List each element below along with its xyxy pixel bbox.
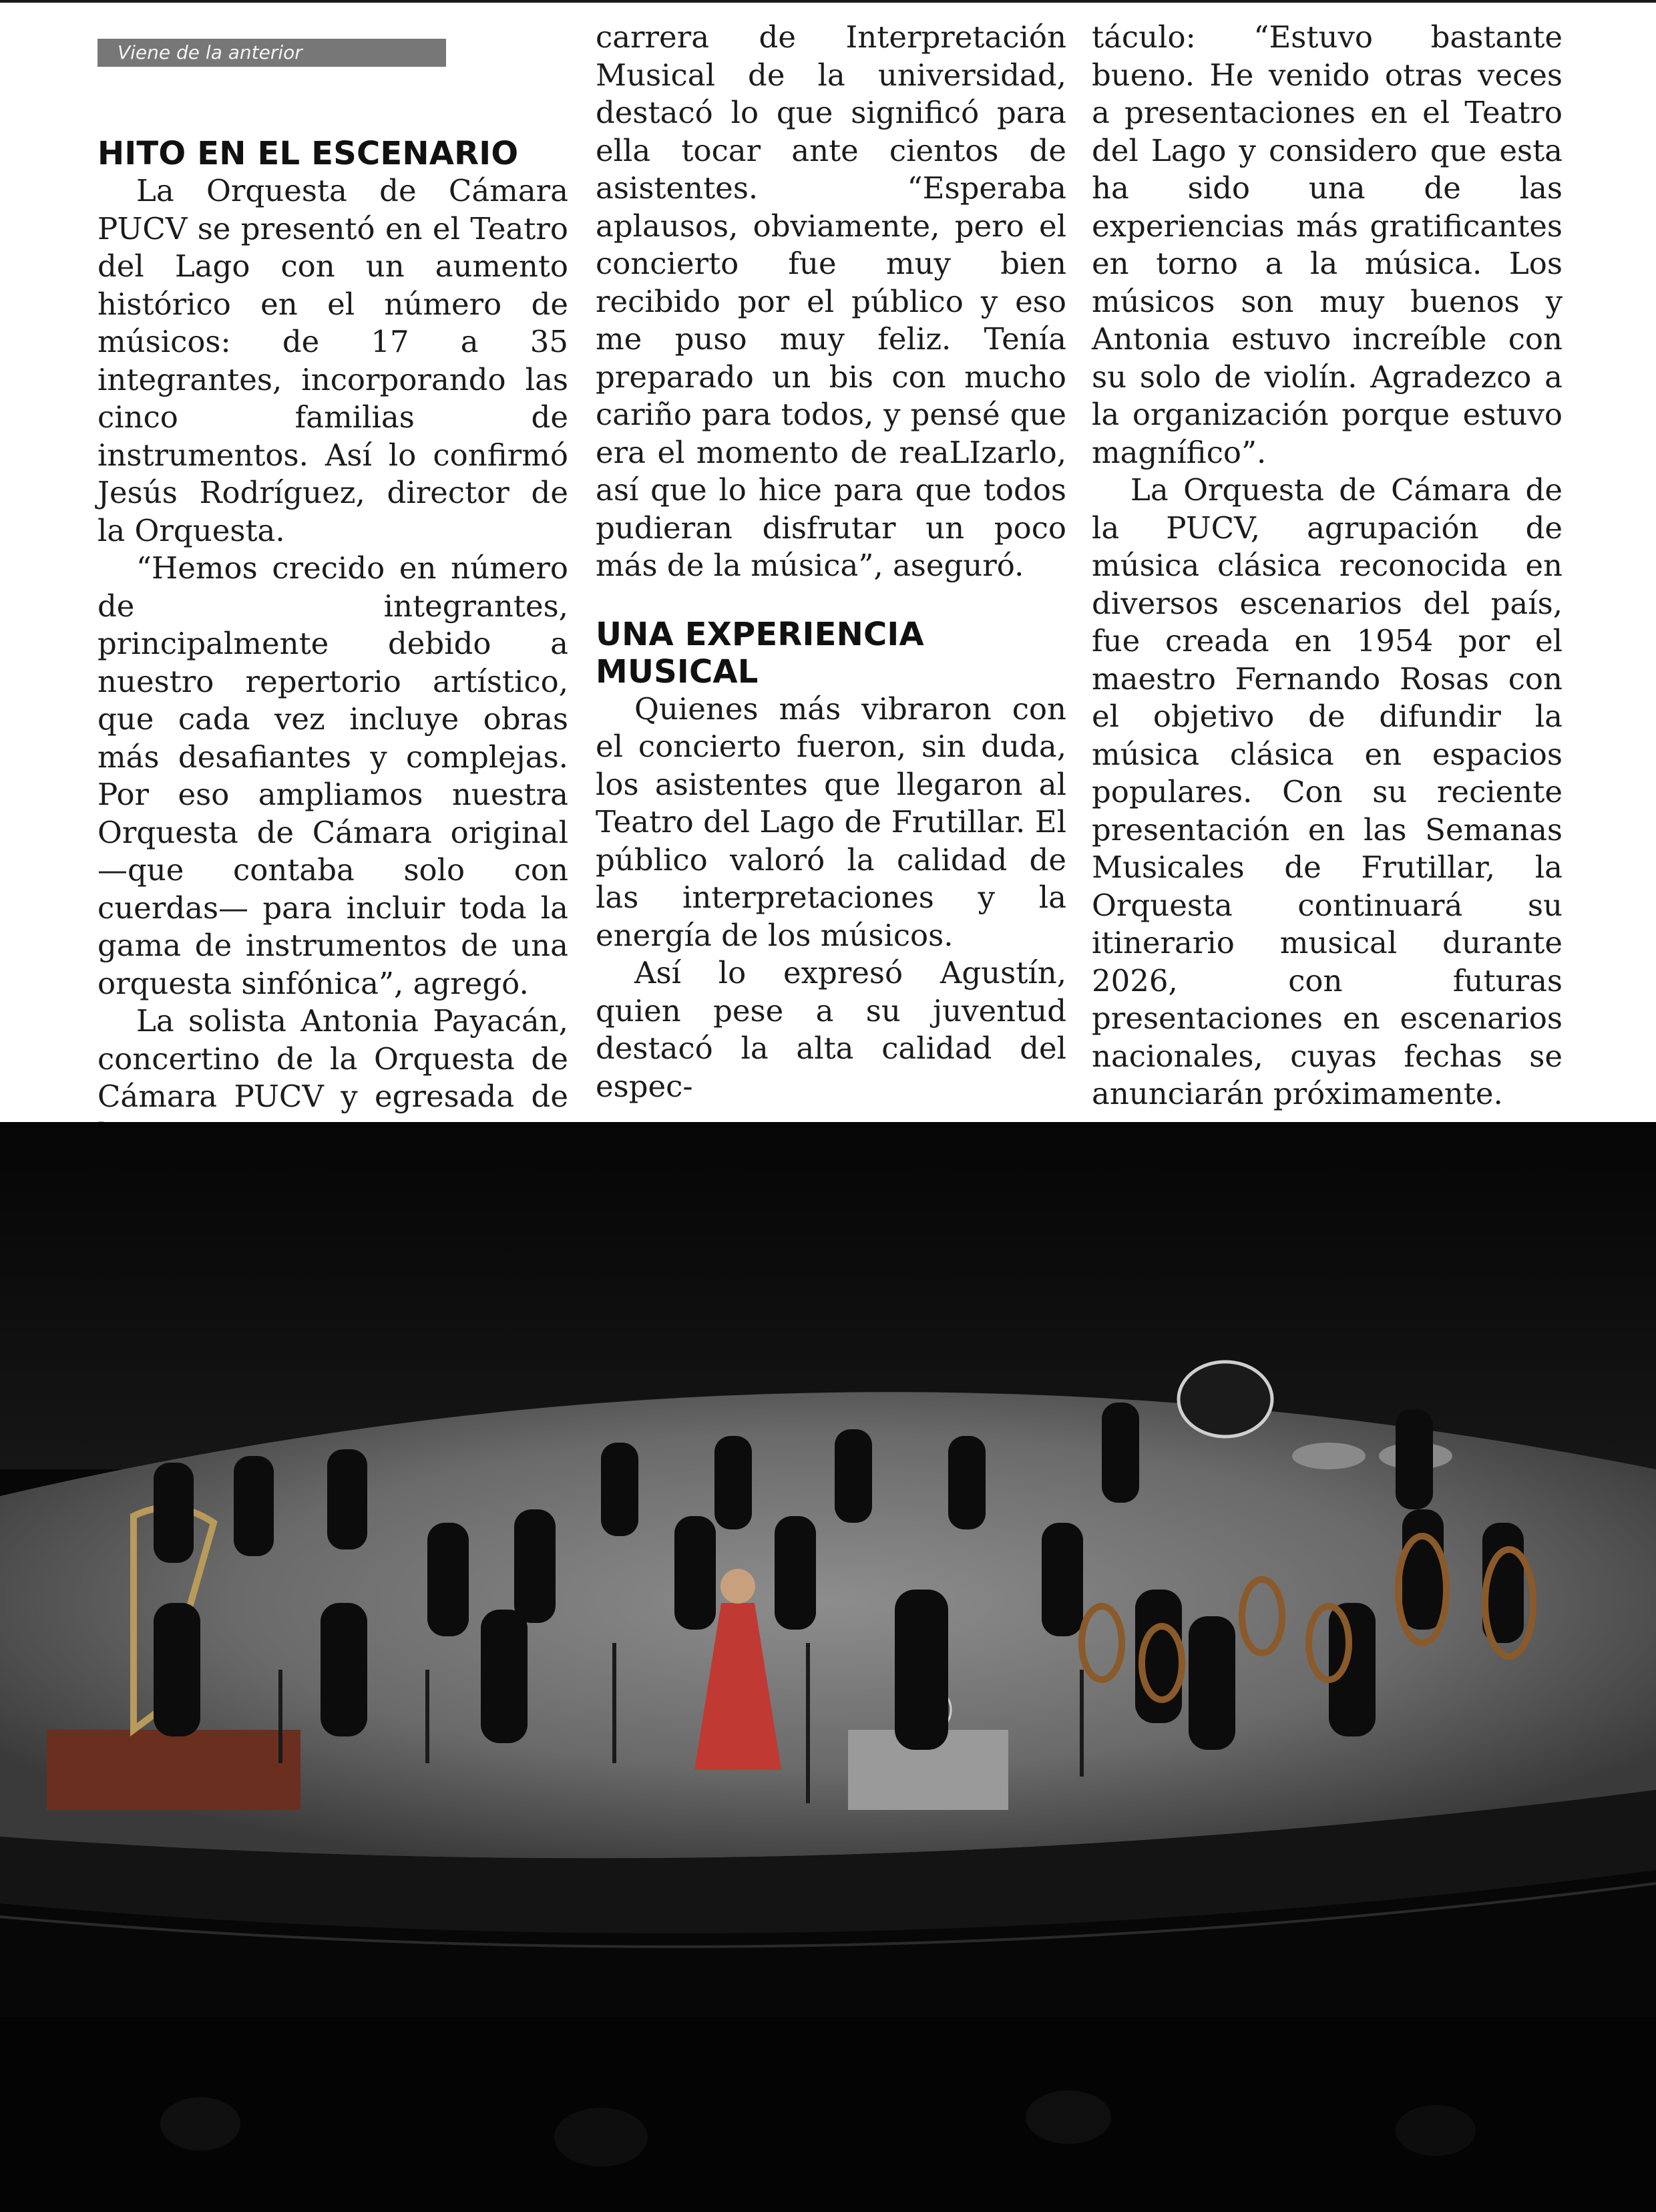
musician xyxy=(481,1610,528,1743)
article-column-3 xyxy=(1092,19,1563,1113)
musician xyxy=(674,1516,716,1630)
musician xyxy=(154,1463,194,1563)
paragraph: La solista Antonia Payacán, concertino de la Orquesta de Cámara PUCV y egresada de xyxy=(97,1003,568,1114)
musician xyxy=(835,1429,872,1523)
continued-from-previous-tag: Viene de la anterior xyxy=(97,39,446,67)
paragraph: “Hemos crecido en número de integrantes, principalmente debido a nuestro repertorio artístico, que cada vez incluye obras más desafiantes y complejas. Por eso ampliamos nuestra Orquesta de Cámara original —que contaba solo con cuerdas— para incluir toda la gama de instrumentos de una orquesta sinfónica”, agregó. xyxy=(97,550,568,1001)
audience-head xyxy=(1026,2090,1111,2144)
soloist-head xyxy=(720,1569,755,1604)
audience-head xyxy=(554,2108,648,2167)
paragraph: Así lo expresó Agustín, quien pese a su juventud destacó la alta calidad del espec- xyxy=(596,955,1066,1104)
paragraph-continued: táculo: “Estuvo bastante bueno. He venido otras veces a presentaciones en el Teatro del Lago y considero que esta ha sido una de las experiencias más gratificantes en torno a la música. Los músicos son muy buenos y Antonia estuvo increíble con su solo de violín. Agradezco a la organización porque estuvo magnífico”. xyxy=(1092,19,1563,470)
conductor xyxy=(895,1590,948,1750)
musician xyxy=(1402,1509,1444,1630)
musician xyxy=(1042,1523,1083,1636)
musician xyxy=(514,1509,556,1623)
audience-head xyxy=(1396,2105,1476,2156)
musician xyxy=(234,1456,274,1556)
musician xyxy=(154,1603,200,1736)
harp-platform xyxy=(47,1730,300,1810)
musician xyxy=(601,1443,638,1536)
musician xyxy=(1189,1616,1235,1750)
section-heading-experiencia: UNA EXPERIENCIA MUSICAL xyxy=(596,615,924,691)
paragraph-continued: carrera de Interpretación Musical de la universidad, destacó lo que significó para ella tocar ante cientos de asistentes. “Esperaba aplausos, obviamente, pero el concierto fue muy bien recibido por el público y eso me puso muy feliz. Tenía preparado un bis con mucho cariño para todos, y pensé que era el momento de reaLIzarlo, así que lo hice para que todos pudieran disfrutar un poco más de la música”, aseguró. xyxy=(596,19,1066,583)
bass-drum xyxy=(1179,1362,1272,1437)
timpani xyxy=(1292,1443,1366,1469)
audience-head xyxy=(160,2097,240,2151)
article-column-2 xyxy=(596,19,1066,1105)
musician xyxy=(321,1603,367,1736)
musician xyxy=(948,1436,986,1529)
paragraph: La Orquesta de Cámara de la PUCV, agrupación de música clásica reconocida en diversos escenarios del país, fue creada en 1954 por el maestro Fernando Rosas con el objetivo de difundir la música clásica en espacios populares. Con su reciente presentación en las Semanas Musicales de Frutillar, la Orquesta continuará su itinerario musical durante 2026, con futuras presentaciones en escenarios nacionales, cuyas fechas se anunciarán próximamente. xyxy=(1092,472,1563,1111)
musician xyxy=(1329,1603,1376,1736)
section-heading-hito: HITO EN EL ESCENARIO xyxy=(97,135,519,172)
musician xyxy=(1102,1403,1139,1503)
top-rule xyxy=(0,0,1656,3)
musician xyxy=(327,1449,367,1549)
article-column-1 xyxy=(97,19,568,1153)
musician xyxy=(714,1436,752,1529)
article-body xyxy=(93,19,1563,1114)
musician xyxy=(1396,1409,1433,1509)
musician xyxy=(775,1516,816,1630)
paragraph: Quienes más vibraron con el concierto fueron, sin duda, los asistentes que llegaron al Teatro del Lago de Frutillar. El público valoró la calidad de las interpretaciones y la energía de los músicos. xyxy=(596,691,1066,953)
paragraph: La Orquesta de Cámara PUCV se presentó en el Teatro del Lago con un aumento histórico en el número de músicos: de 17 a 35 integrantes, incorporando las cinco familias de instrumentos. Así lo confirmó Jesús Rodríguez, director de la Orquesta. xyxy=(97,173,568,548)
musician xyxy=(427,1523,469,1636)
orchestra-concert-photo xyxy=(0,1122,1656,2212)
